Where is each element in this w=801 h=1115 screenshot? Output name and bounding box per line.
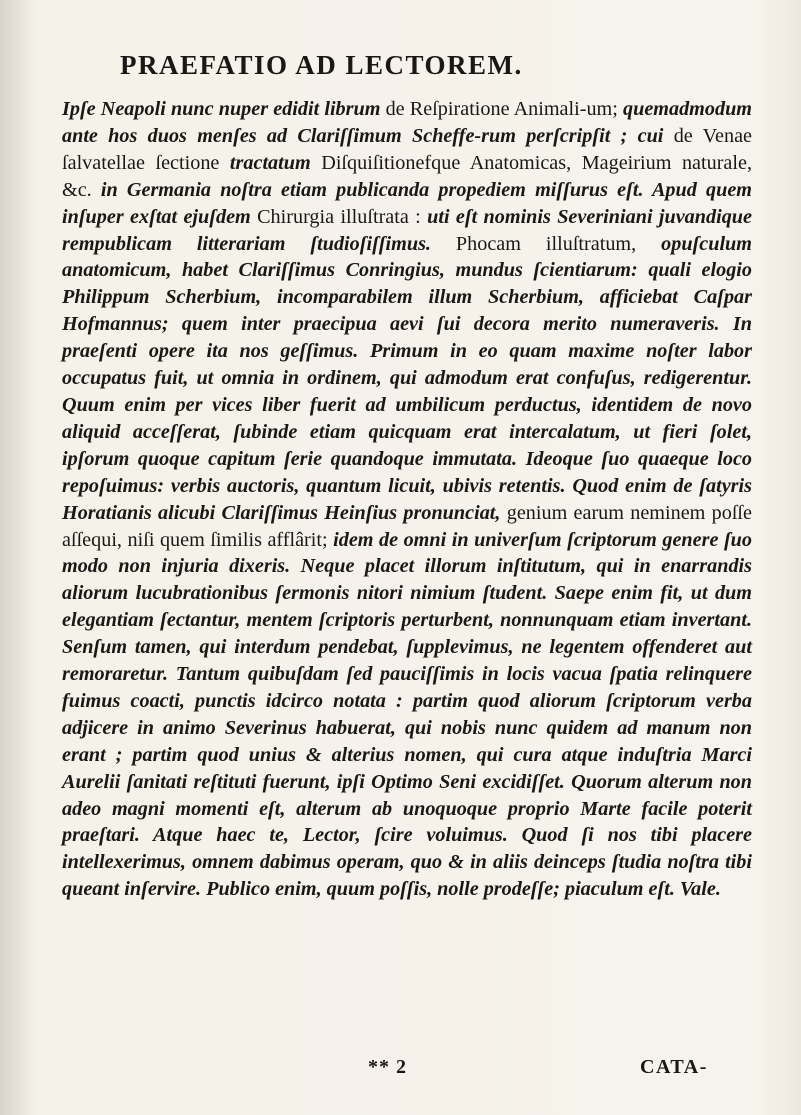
text-segment: de Reſpiratione Animali-um; [385, 98, 624, 120]
text-segment: uti eſt nominis Severiniani juvandique rempublicam litterariam ſtudioſiſſimus. [62, 205, 752, 255]
text-segment: de Venae ſalvatellae ſectione [62, 124, 752, 174]
preface-body [62, 96, 752, 903]
text-segment: idem de omni in univerſum ſcriptorum genere ſuo modo non injuria dixeris. Neque placet illorum inſtitutum, qui in enarrandis aliorum lucubrationibus ſermonis nitori nimium ſtudent. Saepe enim fit, ut dum elegantiam ſectantur, mentem ſcriptoris perturbent, nonnunquam etiam invertant. Senſum tamen, qui interdum pendebat, ſupplevimus, ne legentem offenderet aut remoraretur. Tantum quibuſdam ſed pauciſſimis in locis vacua ſpatia relinquere fuimus coacti, punctis idcirco notata : partim quod aliorum ſcriptorum verba adjicere in animo Severinus habuerat, qui nobis nunc quidem ad manum non erant ; partim quod unius & alterius nomen, qui cura atque induſtria Marci Aurelii ſanitati reſtituti fuerunt, ipſi Optimo Seni excidiſſet. Quorum alterum non adeo magni momenti eſt, alterum ab unoquoque proprio Marte facile poterit praeſtari. Atque haec te, Lector, ſcire voluimus. Quod ſi nos tibi placere intellexerimus, omnem dabimus operam, quo & in aliis deinceps ſtudia noſtra tibi queant inſervire. Publico enim, quum poſſis, nolle prodeſſe; piaculum eſt. Vale. [62, 528, 752, 901]
preface-paragraph [62, 96, 752, 903]
page-heading: PRAEFATIO AD LECTOREM. [120, 50, 523, 80]
text-segment: Diſquiſitionefque Anatomicas, Mageirium naturale, &c. [62, 151, 753, 201]
text-segment: opuſculum anatomicum, habet Clariſſimus Conringius, mundus ſcientiarum: quali elogio Philippum Scherbium, incomparabilem illum Scherbium, afficiebat Caſpar Hofmannus; quem inter praecipua aevi ſui decora merito numeraveris. In praeſenti opere ita nos geſſimus. Primum in eo quam maxime noſter labor occupatus fuit, ut omnia in ordinem, qui admodum erat confuſus, redigerentur. Quum enim per vices liber fuerit ad umbilicum perductus, identidem de novo aliquid acceſſerat, ſubinde etiam quicquam erat intercalatum, ut fieri ſolet, ipſorum quoque capitum ſerie quandoque immutata. Ideoque ſuo quaeque loco repoſuimus: verbis auctoris, quantum licuit, ubivis retentis. Quod enim de ſatyris Horatianis alicubi Clariſſimus Heinſius pronunciat, [62, 232, 752, 524]
signature-mark: ** 2 [368, 1056, 407, 1078]
page-footer [0, 1056, 801, 1086]
text-segment: tractatum [229, 151, 322, 174]
text-segment: quemadmodum ante hos duos menſes ad Clariſſimum Scheffe-rum perſcripſit ; cui [62, 98, 753, 147]
catchword: CATA- [640, 1056, 708, 1078]
text-segment: Phocam illuſtratum, [455, 232, 662, 255]
text-segment: in Germania noſtra etiam publicanda propediem miſſurus eſt. Apud quem inſuper exſtat ejuſdem [62, 178, 752, 228]
text-segment: Chirurgia illuſtrata : [257, 205, 428, 228]
binding-shadow [0, 0, 36, 1115]
text-segment: genium earum neminem poſſe aſſequi, niſi quem ſimilis afflârit; [62, 501, 752, 551]
text-segment: Ipſe Neapoli nunc nuper edidit librum [62, 98, 386, 120]
